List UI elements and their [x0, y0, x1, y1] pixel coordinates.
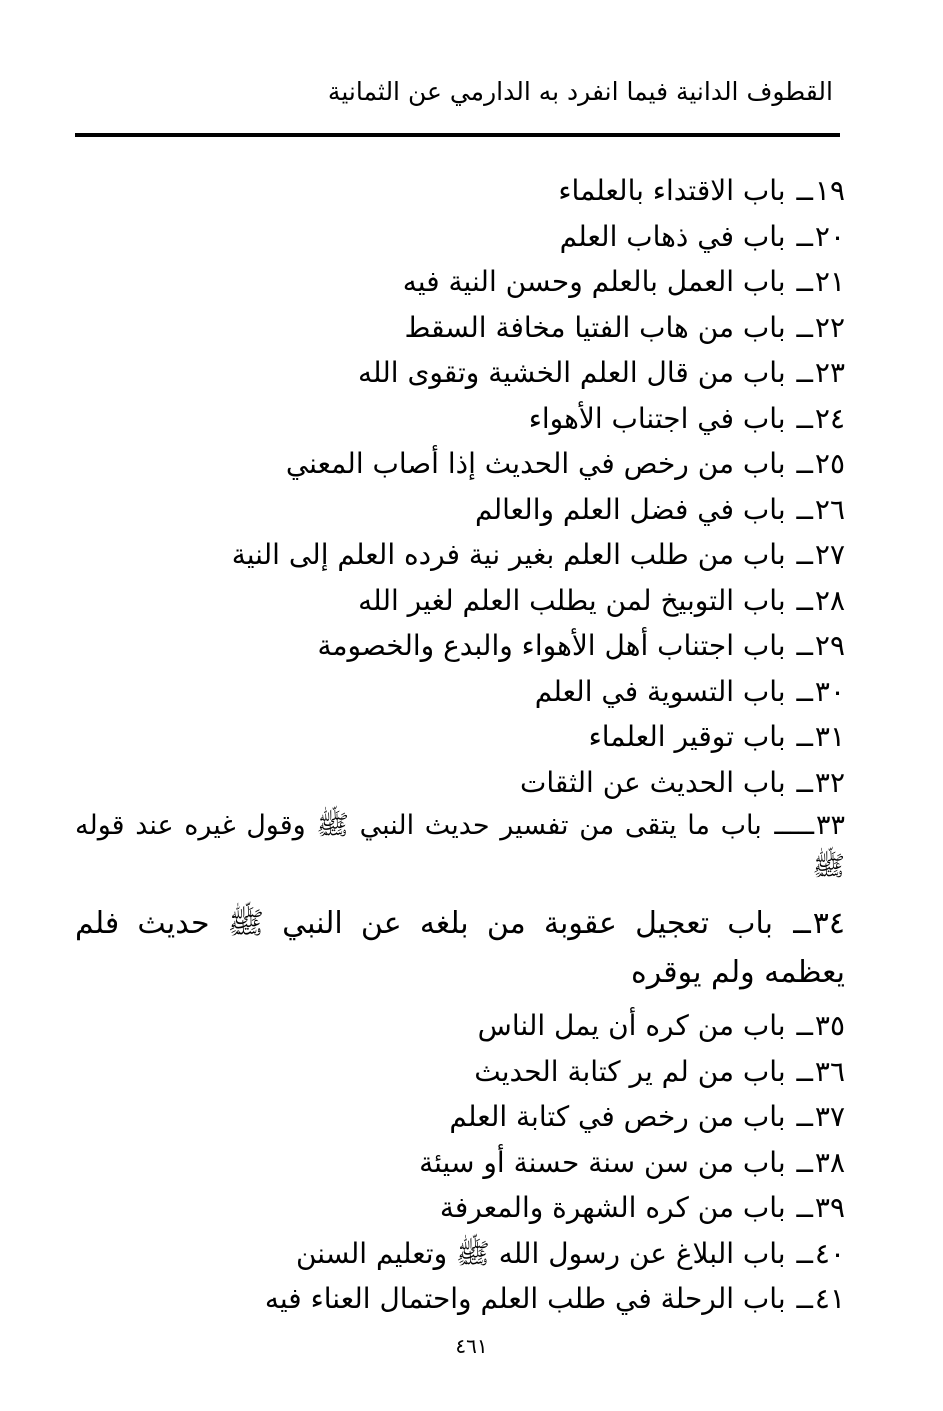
header-rule — [75, 133, 840, 137]
chapter-number: ٣٧ — [814, 1100, 845, 1133]
chapter-title: باب توقير العلماء — [588, 720, 786, 753]
chapter-title: باب التسوية في العلم — [534, 674, 786, 708]
chapter-title: باب اجتناب أهل الأهواء والبدع والخصومة — [317, 629, 786, 662]
chapter-title: باب الرحلة في طلب العلم واحتمال العناء فيه — [264, 1282, 786, 1315]
chapter-number: ٣٩ — [814, 1191, 845, 1224]
page-number: ٤٦١ — [455, 1334, 488, 1358]
chapter-dash: ــ — [796, 1100, 813, 1133]
chapter-title: باب في اجتناب الأهواء — [528, 401, 786, 435]
chapter-dash: ـــــ — [774, 810, 814, 841]
chapter-dash: ــ — [796, 765, 813, 799]
chapter-entry — [75, 714, 845, 760]
chapter-entry — [75, 1140, 845, 1186]
chapter-entry — [75, 259, 845, 305]
chapter-dash: ــ — [796, 265, 813, 298]
chapter-number: ٢٨ — [814, 583, 845, 617]
chapter-title: باب تعجيل عقوبة من بلغه عن النبي ﷺ حديث فلم يعظمه ولم يوقره — [75, 906, 845, 990]
chapter-number: ٢٦ — [814, 492, 845, 526]
chapter-number: ٣١ — [814, 720, 845, 753]
chapter-number: ٢٢ — [814, 310, 845, 344]
chapter-title: باب من رخص في كتابة العلم — [449, 1100, 786, 1133]
chapter-entry — [75, 305, 845, 351]
chapter-entry — [75, 669, 845, 715]
chapter-number: ٣٣ — [815, 810, 845, 841]
chapter-title: باب التوبيخ لمن يطلب العلم لغير الله — [358, 583, 786, 617]
chapter-title: باب العمل بالعلم وحسن النية فيه — [402, 265, 786, 298]
chapter-dash: ــ — [796, 629, 813, 662]
chapter-dash: ــ — [793, 906, 811, 941]
chapter-title: باب من قال العلم الخشية وتقوى الله — [357, 356, 786, 389]
chapter-entry — [75, 350, 845, 396]
chapter-entry — [75, 578, 845, 624]
chapter-number: ٢٧ — [814, 538, 845, 571]
chapter-entry — [75, 899, 845, 997]
chapter-entry — [75, 487, 845, 533]
chapter-number: ١٩ — [814, 174, 845, 207]
chapter-number: ٣٢ — [814, 765, 845, 799]
chapter-title: باب من كره أن يمل الناس — [477, 1009, 786, 1042]
chapter-title: باب من كره الشهرة والمعرفة — [439, 1191, 786, 1224]
chapter-entry — [75, 623, 845, 669]
chapter-title: باب من لم ير كتابة الحديث — [474, 1054, 786, 1088]
chapter-entry — [75, 441, 845, 487]
chapter-number: ٢٣ — [814, 356, 845, 389]
chapter-dash: ــ — [796, 674, 813, 708]
chapter-dash: ــ — [796, 401, 813, 435]
chapter-entry — [75, 1231, 845, 1277]
chapter-entry — [75, 1276, 845, 1322]
running-header: القطوف الدانية فيما انفرد به الدارمي عن الثمانية — [327, 77, 833, 106]
chapter-number: ٤١ — [814, 1282, 845, 1315]
chapter-dash: ــ — [796, 1191, 813, 1224]
chapter-dash: ــ — [796, 538, 813, 571]
chapter-dash: ــ — [796, 1236, 813, 1270]
chapter-dash: ــ — [796, 219, 813, 253]
chapter-number: ٢١ — [814, 265, 845, 298]
chapter-dash: ــ — [796, 174, 813, 207]
chapter-entry — [75, 214, 845, 260]
chapter-number: ٣٠ — [814, 674, 845, 708]
chapter-title: باب من سن سنة حسنة أو سيئة — [419, 1145, 786, 1179]
chapter-number: ٢٠ — [814, 219, 845, 253]
chapter-title: باب من رخص في الحديث إذا أصاب المعني — [285, 447, 786, 480]
chapter-title: باب الاقتداء بالعلماء — [558, 174, 786, 207]
chapter-entry — [75, 168, 845, 214]
chapter-dash: ــ — [796, 1054, 813, 1088]
chapter-dash: ــ — [796, 356, 813, 389]
chapter-number: ٣٥ — [814, 1009, 845, 1042]
chapter-number: ٢٩ — [814, 629, 845, 662]
chapter-dash: ــ — [796, 1282, 813, 1315]
chapter-entry — [75, 396, 845, 442]
chapter-title: باب ما يتقى من تفسير حديث النبي ﷺ وقول غيره عند قوله ﷺ — [75, 810, 845, 882]
chapter-entry — [75, 760, 845, 806]
chapter-dash: ــ — [796, 1009, 813, 1042]
chapter-title: باب الحديث عن الثقات — [520, 765, 786, 799]
chapter-number: ٣٤ — [812, 906, 845, 941]
chapter-title: باب من طلب العلم بغير نية فرده العلم إلى النية — [231, 538, 786, 571]
chapter-list — [75, 168, 845, 1322]
chapter-dash: ــ — [796, 1145, 813, 1179]
chapter-title: باب من هاب الفتيا مخافة السقط — [404, 310, 786, 344]
chapter-entry — [75, 1049, 845, 1095]
chapter-number: ٣٦ — [814, 1054, 845, 1088]
chapter-title: باب البلاغ عن رسول الله ﷺ وتعليم السنن — [295, 1236, 786, 1270]
chapter-title: باب في ذهاب العلم — [559, 219, 786, 253]
chapter-entry — [75, 1003, 845, 1049]
chapter-entry — [75, 1094, 845, 1140]
chapter-dash: ــ — [796, 720, 813, 753]
chapter-dash: ــ — [796, 310, 813, 344]
chapter-number: ٢٥ — [814, 447, 845, 480]
chapter-dash: ــ — [796, 492, 813, 526]
chapter-number: ٤٠ — [814, 1236, 845, 1270]
chapter-entry — [75, 1185, 845, 1231]
chapter-dash: ــ — [796, 583, 813, 617]
chapter-number: ٢٤ — [814, 401, 845, 435]
chapter-entry — [75, 532, 845, 578]
chapter-dash: ــ — [796, 447, 813, 480]
chapter-title: باب في فضل العلم والعالم — [474, 492, 786, 526]
chapter-entry — [75, 805, 845, 887]
chapter-number: ٣٨ — [814, 1145, 845, 1179]
